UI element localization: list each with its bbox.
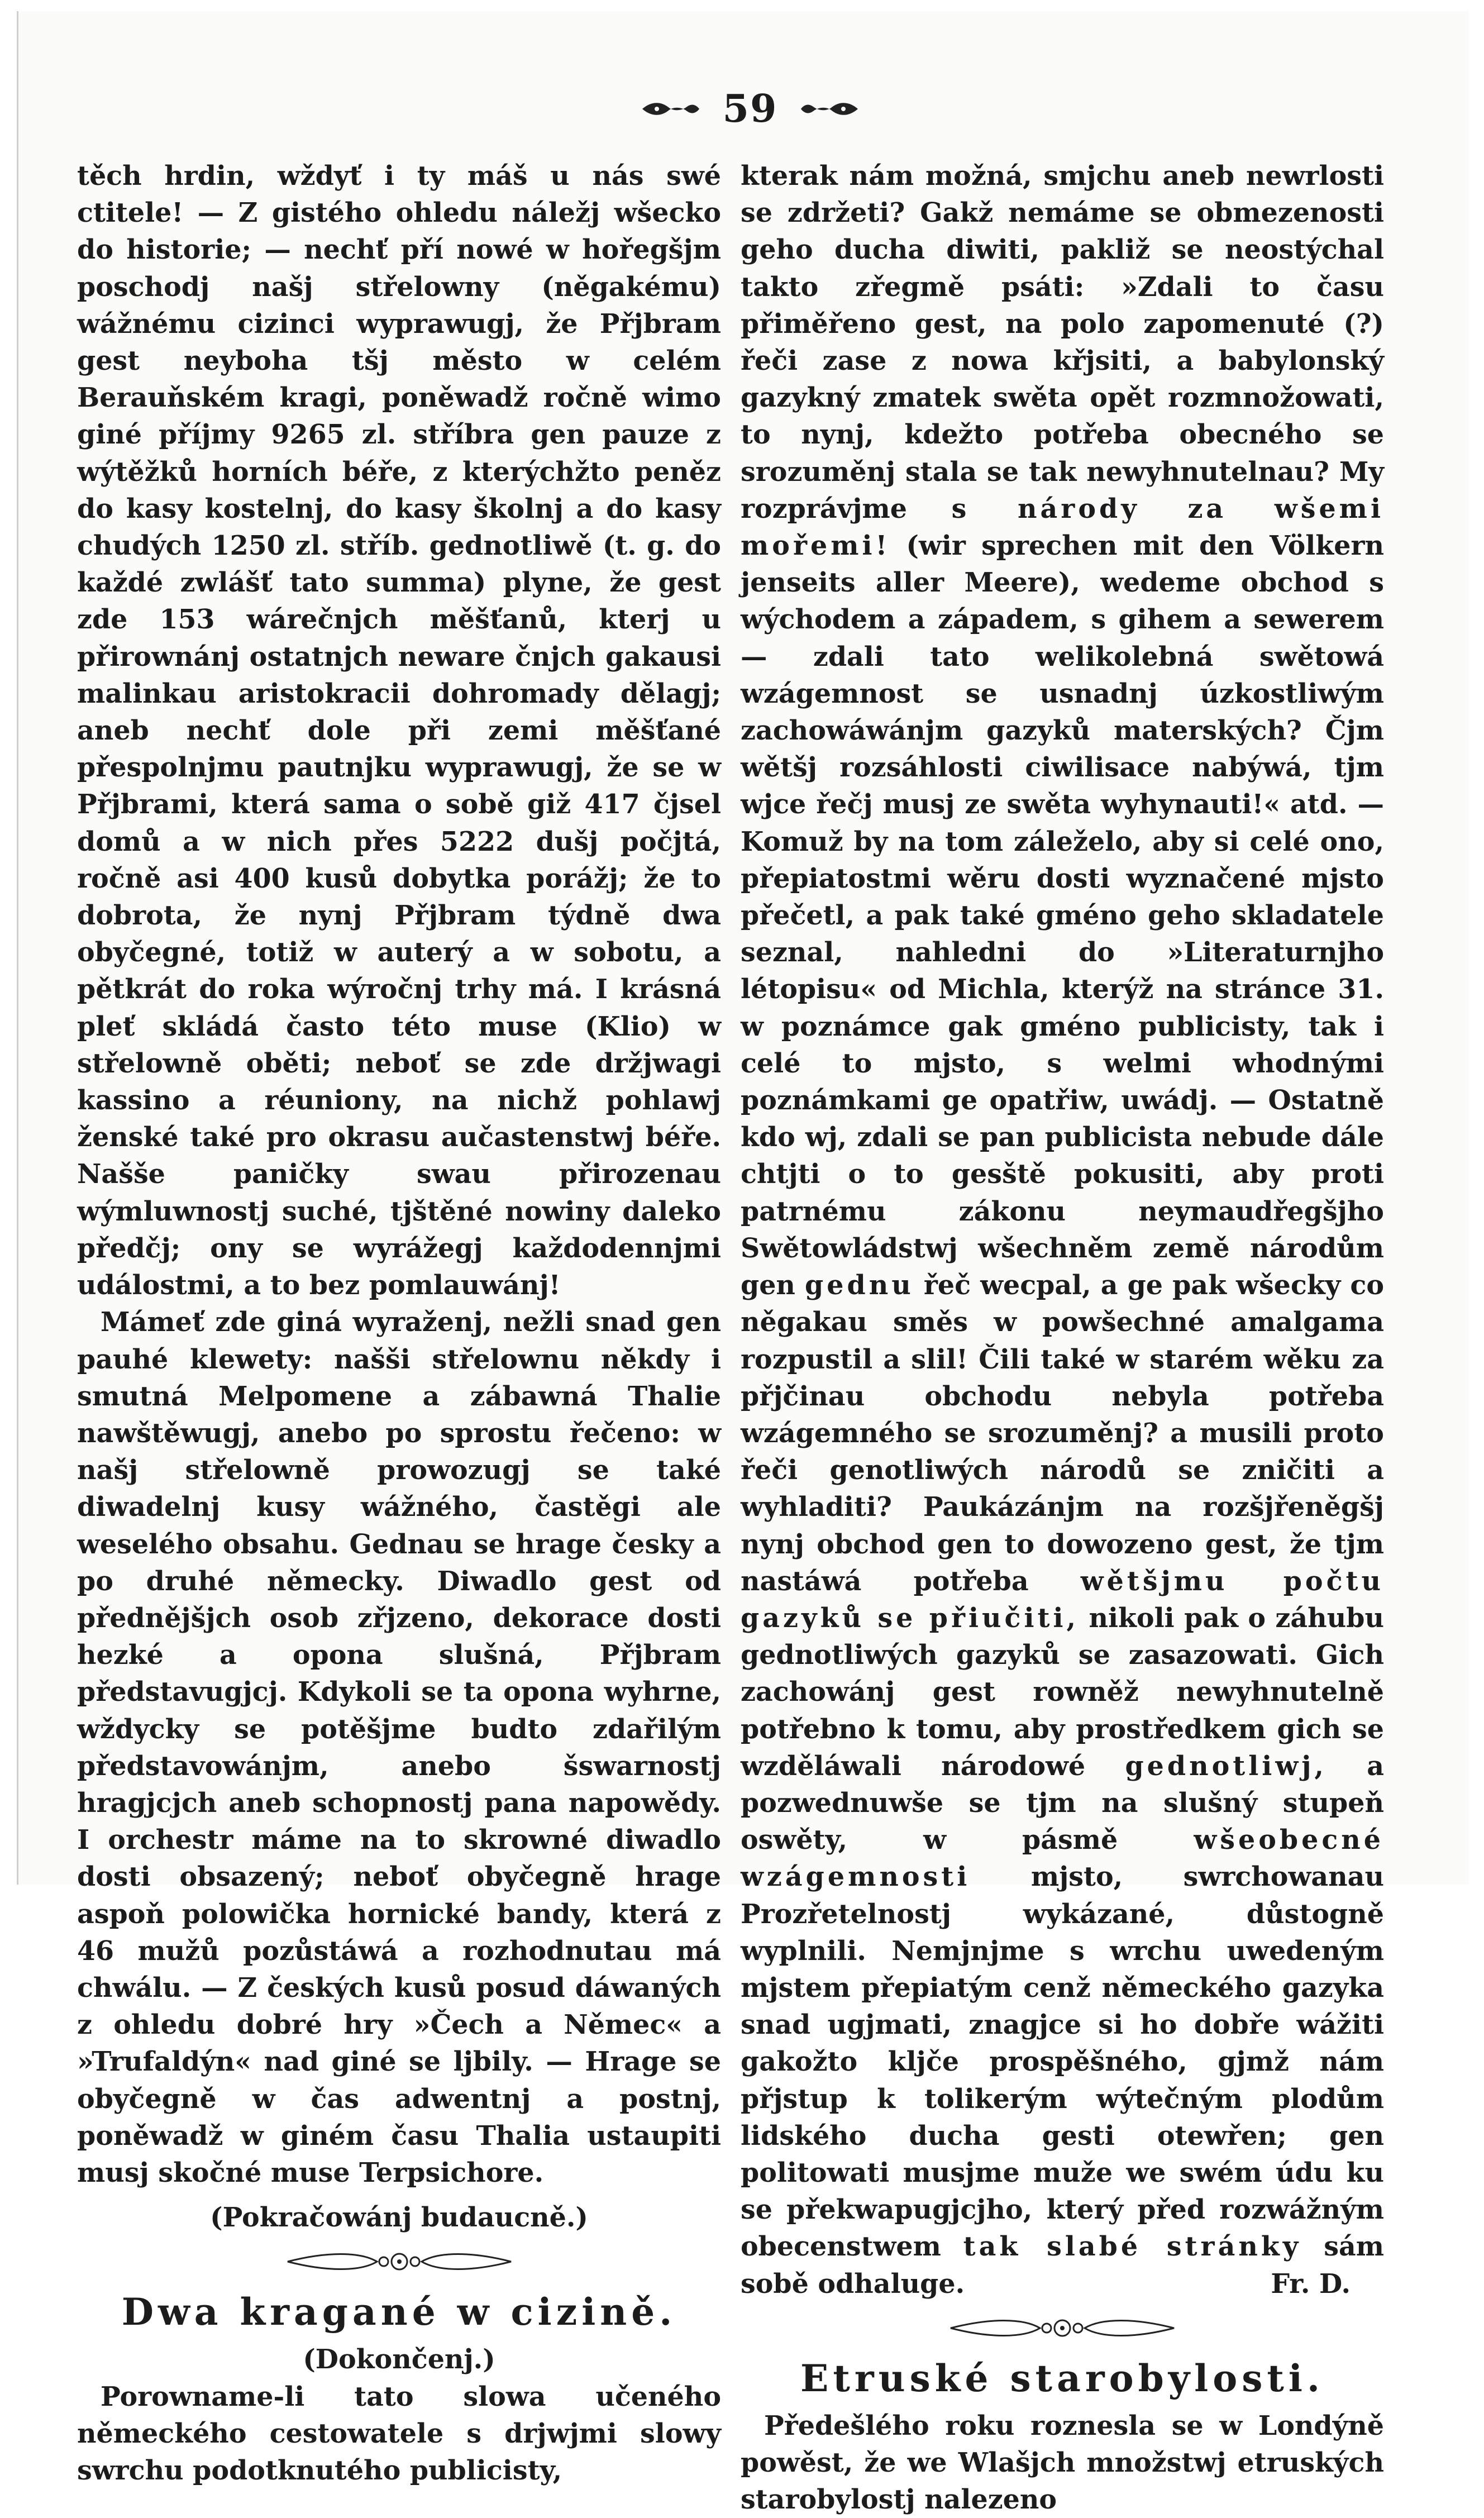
article-opening: Předešlého roku roznesla se w Londýně powěst, že we Wlašjch množstwj etruských starobylostj nalezeno xyxy=(741,2410,1384,2516)
article-subtitle: (Dokončenj.) xyxy=(303,2344,495,2376)
left-paragraph-1: těch hrdin, wždyť i ty máš u nás swé ctitele! — Z gistého ohledu náležj wšecko do historie; — nechť pří nowé w hořegšjm poschodj našj střelowny (něgakému) wážnému cizinci wyprawugj, že Přjbram gest neyboha tšj město w celém Berauňském kragi, poněwadž ročně wimo giné příjmy 9265 zl. stříbra gen pauze z wýtěžků horních béře, z kterýchžto peněz do kasy kostelnj, do kasy školnj a do kasy chudých 1250 zl. stříb. gednotliwě (t. g. do každé zwlášť tato summa) plyne, že gest zde 153 wárečnjch měšťanů, kterj u přirownánj ostatnjch neware čnjch gakausi malinkau aristokracii dohromady dělagj; aneb nechť dole při zemi měšťané přespolnjmu pautnjku wyprawugj, že se w Přjbrami, která sama o sobě giž 417 čjsel domů a w nich přes 5222 dušj počjtá, ročně asi 400 kusů dobytka porážj; že to dobrota, že nynj Přjbram týdně dwa obyčegné, totiž w auterý a w sobotu, a pětkrát do roka wýročnj trhy má. I krásná pleť skládá často této muse (Klio) w střelowně oběti; neboť se zde držjwagi kassino a réuniony, na nichž pohlawj ženské také pro okrasu aučastenstwj béře. Našše paničky swau přirozenau wýmluwnostj suché, tjštěné nowiny daleko předčj; ony se wyrážegj každodennjmi událostmi, a to bez pomlauwánj! xyxy=(77,160,721,1301)
right-text-c: řeč wecpal, a ge pak wšecky co něgakau směs w powšechné amalgama rozpustil a slil! Čili také w starém wěku za přjčinau obchodu nebyla potřeba wzágemného se srozuměnj? a musili proto řeči genotliwých národů se zničiti a wyhladiti? Paukázánjm na rozšjřeněgšj nynj obchod gen to dowozeno gest, že tjm nastáwá potřeba xyxy=(741,1270,1385,1597)
right-fleuron-icon xyxy=(799,98,860,120)
ornamental-divider-icon xyxy=(282,2246,517,2277)
left-column xyxy=(77,158,721,2489)
left-paragraph-2: Mámeť zde giná wyraženj, nežli snad gen pauhé klewety: našši střelownu někdy i smutná Melpomene a zábawná Thalie nawštěwugj, anebo po sprostu řečeno: w našj střelowně prowozugj se také diwadelnj kusy wážného, častěgi ale weselého obsahu. Gednau se hrage česky a po druhé německy. Diwadlo gest od přednějšjch osob zřjzeno, dekorace dosti hezké a opona slušná, Přjbram představugjcj. Kdykoli se ta opona wyhrne, wždycky se potěšjme budto zdařilým představowánjm, anebo šswarnostj hragjcjch aneb schopnostj pana napowědy. I orchestr máme na to skrowné diwadlo dosti obsazený; neboť obyčegně hrage aspoň polowička hornické bandy, která z 46 mužů pozůstáwá a rozhodnutau má chwálu. — Z českých kusů posud dáwaných z ohledu dobré hry »Čech a Němec« a »Trufaldýn« nad giné se ljbily. — Hrage se obyčegně w čas adwentnj a postnj, poněwadž w giném času Thalia ustaupiti musj skočné muse Terpsichore. xyxy=(77,1306,721,2188)
right-text-g: sám sobě odhaluge. xyxy=(741,2231,1384,2300)
left-fleuron-icon xyxy=(640,98,702,120)
article-title: Dwa kragané w cizině. xyxy=(121,2290,677,2334)
newspaper-page xyxy=(17,11,1469,2516)
article-opening: Porowname-li tato slowa učeného německého cestowatele s drjwjmi slowy swrchu podotknutého publicisty, xyxy=(77,2381,721,2486)
right-text-b: (wir sprechen mit den Völkern jenseits aller Meere), wedeme obchod s wýchodem a západem, s gihem a sewerem — zdali tato welikolebná swětowá wzágemnost se usnadnj úzkostliwým zachowáwánjm gazyků materských? Čjm wětšj rozsáhlosti ciwilisace nabýwá, tjm wjce řečj musj ze swěta wyhynauti!« atd. — Komuž by na tom záleželo, aby si celé ono, přepiatostmi wěru dosti wyznačené mjsto přečetl, a pak také gméno geho skladatele seznal, nahledni do »Literaturnjho létopisu« od Michla, kterýž na stránce 31. w poznámce gak gméno publicisty, tak i celé to mjsto, s welmi whodnými poznámkami ge opatřiw, uwádj. — Ostatně kdo wj, zdali se pan publicista nebude dále chtjti o to gesště pokusiti, aby proti patrnému zákonu neymaudřegšjho Swětowládstwj wšechněm země národům gen xyxy=(741,530,1384,1301)
right-text-d: nikoli pak o záhubu gednotliwých gazyků se zasazowati. Gich zachowánj gest rowněž newyhnutelně potřebno k tomu, aby prostředkem gich se wzděláwali národowé xyxy=(741,1602,1384,1782)
right-emphasis-2: gednu xyxy=(805,1270,914,1301)
right-text-f: mjsto, swrchowanau Prozřetelnostj wykázané, důstogně wyplnili. Nemjnjme s wrchu uwedeným mjstem přepiatým cenž německého gazyka snad ugjmati, znagjce si ho dobře wážiti gakožto kljče prospěšného, gjmž nám přjstup k tolikerým wýtečným plodům lidského ducha gesti otewřen; gen politowati musjme muže we swém údu ku se překwapugjcjho, který před rozwážným obecenstwem xyxy=(741,1861,1384,2263)
right-paragraph-1 xyxy=(741,158,1384,2302)
right-emphasis-4: gednotliwj, xyxy=(1125,1750,1327,1782)
page-header xyxy=(605,84,895,134)
right-emphasis-5: wšeobecné wzágemnosti xyxy=(741,1824,1384,1893)
right-emphasis-3: wětšjmu počtu gazyků se přiučiti, xyxy=(741,1565,1384,1634)
right-emphasis-1: s národy za wšemi mořemi! xyxy=(741,493,1384,562)
article-title: Etruské starobylosti. xyxy=(800,2356,1324,2400)
right-text-a: kterak nám možná, smjchu aneb newrlosti se zdržeti? Gakž nemáme se obmezenosti geho ducha diwiti, pakliž se neostýchal takto zřegmě psáti: »Zdali to času přiměřeno gest, na polo zapomenuté (?) řeči zase z nowa křjsiti, a babylonský gazykný zmatek swěta opět rozmnožowati, to nynj, kdežto potřeba obecného se srozuměnj stala se tak newyhnutelnau? My rozprávjme xyxy=(741,160,1384,524)
right-emphasis-6: tak slabé stránky xyxy=(963,2231,1302,2263)
right-text-e: a pozwednuwše se tjm na slušný stupeň oswěty, w pásmě xyxy=(741,1750,1384,1856)
ornamental-divider-icon xyxy=(945,2312,1180,2344)
page-number: 59 xyxy=(722,87,778,131)
continued-note: (Pokračowánj budaucně.) xyxy=(210,2202,588,2234)
right-column xyxy=(741,158,1384,2518)
author-signature: Fr. D. xyxy=(1271,2268,1351,2300)
